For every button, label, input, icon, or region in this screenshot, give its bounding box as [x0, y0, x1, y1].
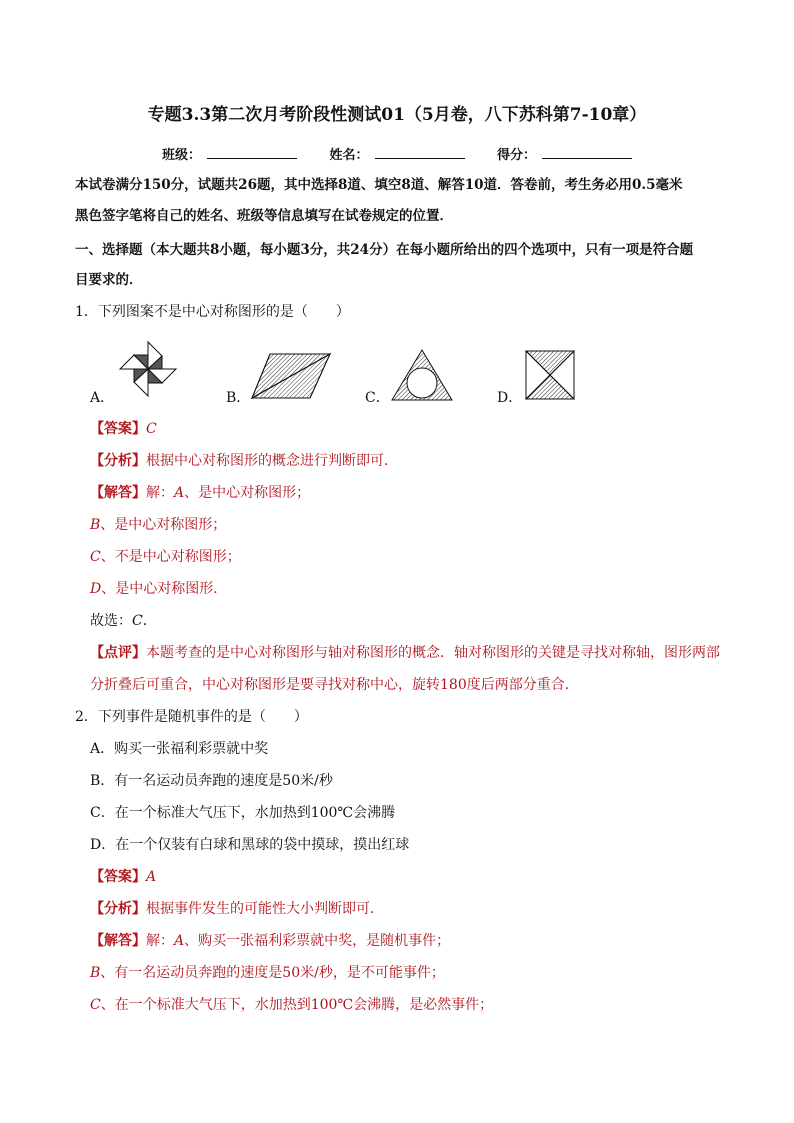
q1-solution-d — [90, 579, 227, 599]
solution-prefix: 解： — [146, 933, 174, 949]
pinwheel-figure — [114, 338, 182, 400]
analysis-text: 根据中心对称图形的概念进行判断即可． — [146, 453, 398, 469]
q2-analysis — [90, 899, 384, 919]
triangle-circle-figure — [390, 348, 454, 402]
q2-solution — [90, 931, 450, 951]
q1-option-a-label: A． — [90, 390, 115, 406]
solution-letter-a: A — [174, 933, 185, 949]
answer-tag: 【答案】 — [90, 869, 146, 885]
q2-stem: 2．下列事件是随机事件的是（ ） — [75, 709, 308, 725]
q1-solution — [90, 483, 310, 503]
answer-tag: 【答案】 — [90, 421, 146, 437]
q2-solution-b — [90, 963, 445, 983]
intro-line-2: 黑色签字笔将自己的姓名、班级等信息填写在试卷规定的位置． — [75, 208, 453, 224]
score-blank[interactable] — [542, 144, 632, 159]
q1-solution-b — [90, 515, 226, 535]
q2-option-a: A．购买一张福利彩票就中奖 — [90, 741, 269, 757]
comment-text-1: 本题考查的是中心对称图形与轴对称图形的概念．轴对称图形的关键是寻找对称轴，图形两部 — [146, 645, 720, 661]
q1-comment-line-1 — [90, 643, 720, 663]
letter-c: C — [90, 549, 101, 565]
intro-line-1: 本试卷满分150分，试题共26题，其中选择8道、填空8道、解答10道．答卷前，考生务必用0.5毫米 — [75, 177, 683, 193]
answer-value: C — [146, 421, 157, 437]
q2-option-b: B．有一名运动员奔跑的速度是50米/秒 — [90, 773, 333, 789]
q1-answer — [90, 419, 157, 439]
q1-solution-c — [90, 547, 241, 567]
text-b: 、是中心对称图形； — [100, 517, 227, 533]
student-info-row — [0, 144, 794, 163]
name-label: 姓名： — [329, 148, 369, 163]
comment-tag: 【点评】 — [90, 645, 146, 661]
solution-text-a: 、是中心对称图形； — [184, 485, 311, 501]
score-label: 得分： — [497, 148, 537, 163]
text-c: 、不是中心对称图形； — [100, 549, 241, 565]
q1-stem: 1．下列图案不是中心对称图形的是（ ） — [75, 304, 350, 320]
square-cross-figure — [525, 350, 575, 400]
solution-tag: 【解答】 — [90, 933, 146, 949]
parallelogram-figure — [250, 352, 332, 400]
text-b: 、有一名运动员奔跑的速度是50米/秒，是不可能事件； — [100, 965, 445, 981]
section1-line-2: 目要求的． — [75, 272, 143, 288]
solution-text-a: 、购买一张福利彩票就中奖，是随机事件； — [184, 933, 451, 949]
section1-line-1: 一、选择题（本大题共8小题，每小题3分，共24分）在每小题所给出的四个选项中，只有一项是符合题 — [75, 242, 694, 258]
choose-label: 故选： — [90, 613, 132, 629]
page-title: 专题3.3第二次月考阶段性测试01（5月卷，八下苏科第7-10章） — [147, 105, 647, 125]
q2-option-c: C．在一个标准大气压下，水加热到100℃会沸腾 — [90, 805, 396, 821]
q2-option-d: D．在一个仅装有白球和黑球的袋中摸球，摸出红球 — [90, 837, 410, 853]
q1-choose — [90, 611, 157, 631]
choose-end: ． — [142, 613, 157, 629]
choose-letter: C — [132, 613, 143, 629]
analysis-tag: 【分析】 — [90, 453, 146, 469]
solution-letter-a: A — [174, 485, 185, 501]
answer-value: A — [146, 869, 157, 885]
q1-option-c-label: C． — [365, 390, 390, 406]
analysis-text: 根据事件发生的可能性大小判断即可． — [146, 901, 384, 917]
solution-prefix: 解： — [146, 485, 174, 501]
q1-option-b-label: B． — [226, 390, 251, 406]
text-d: 、是中心对称图形． — [101, 581, 228, 597]
text-c: 、在一个标准大气压下，水加热到100℃会沸腾，是必然事件； — [100, 997, 494, 1013]
letter-d: D — [90, 581, 102, 597]
class-blank[interactable] — [207, 144, 297, 159]
letter-c: C — [90, 997, 101, 1013]
letter-b: B — [90, 965, 101, 981]
q2-solution-c — [90, 995, 493, 1015]
class-label: 班级： — [161, 148, 201, 163]
q2-answer — [90, 867, 156, 887]
q1-comment-line-2: 分折叠后可重合，中心对称图形是要寻找对称中心，旋转180度后两部分重合． — [90, 677, 579, 693]
q1-analysis — [90, 451, 398, 471]
letter-b: B — [90, 517, 101, 533]
solution-tag: 【解答】 — [90, 485, 146, 501]
analysis-tag: 【分析】 — [90, 901, 146, 917]
q1-option-d-label: D． — [497, 390, 523, 406]
name-blank[interactable] — [375, 144, 465, 159]
